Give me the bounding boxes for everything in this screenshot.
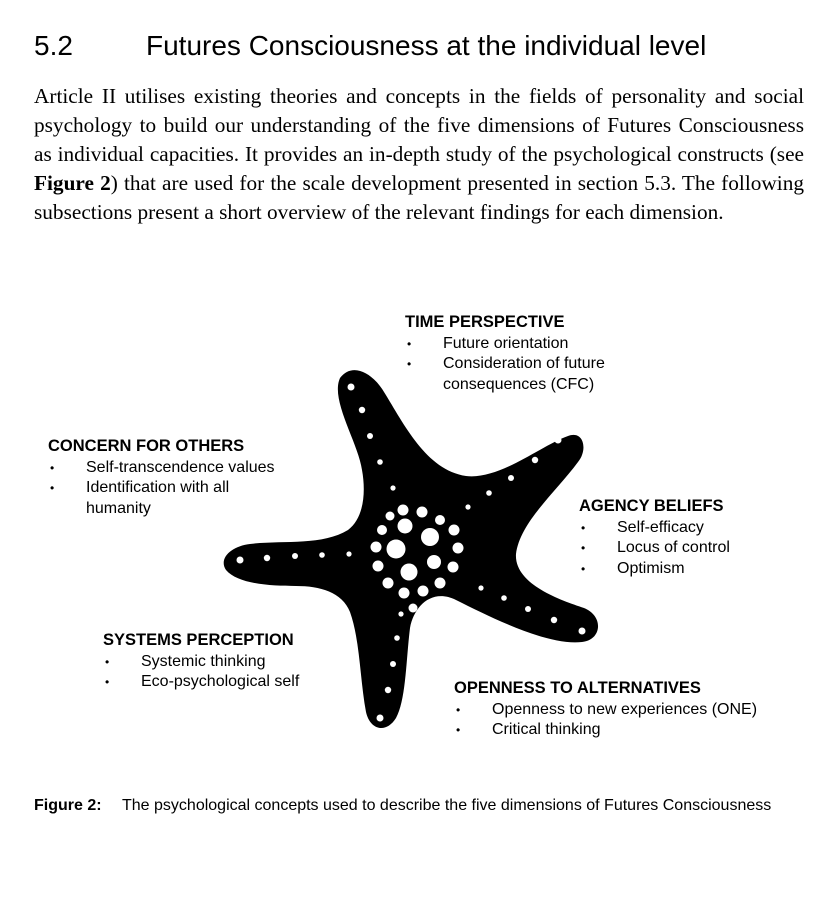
starfish-dot [377,459,383,465]
center-dot [448,562,459,573]
dimension-systems-perception [103,630,343,693]
dimension-item: • Locus of control [579,538,799,559]
starfish-dot [525,606,531,612]
dimension-time-perspective [405,312,665,395]
dimension-concern-for-others [48,436,318,519]
dimension-agency-beliefs [579,496,799,579]
starfish-dot [394,635,400,641]
paragraph-text-after: ) that are used for the scale development presented in section 5.3. The following subsections present a short overview of the relevant findings for each dimension. [34,171,804,224]
starfish-dot [237,557,244,564]
center-dot [386,512,395,521]
starfish-dot [385,687,391,693]
center-dot [398,519,413,534]
caption-label: Figure 2: [34,797,102,814]
center-dot [371,542,382,553]
dimension-title: TIME PERSPECTIVE [405,313,565,331]
dimension-title: AGENCY BELIEFS [579,497,724,515]
center-dot [387,540,406,559]
dimension-item: • Self-transcendence values [48,458,318,479]
dimension-item: • Identification with all humanity [48,478,256,519]
starfish-dot [486,490,492,496]
center-dot [373,561,384,572]
starfish-dot [348,384,355,391]
starfish-dot [367,433,373,439]
starfish-dot [319,552,325,558]
starfish-dot [359,407,365,413]
dimension-title: SYSTEMS PERCEPTION [103,631,294,649]
starfish-dot [390,661,396,667]
dimension-item: • Systemic thinking [103,652,343,673]
center-dot [399,588,410,599]
starfish-dot [579,628,586,635]
starfish-dot [555,437,562,444]
dimension-item: • Self-efficacy [579,518,799,539]
center-dot [435,578,446,589]
caption-text: The psychological concepts used to describe the five dimensions of Futures Consciousness [122,797,772,814]
starfish-dot [292,553,298,559]
dimension-title: OPENNESS TO ALTERNATIVES [454,679,701,697]
center-dot [435,515,445,525]
dimension-title: CONCERN FOR OTHERS [48,437,245,455]
center-dot [417,507,428,518]
starfish-dot [398,611,403,616]
center-dot [398,505,409,516]
dimension-item: • Eco-psychological self [103,672,343,693]
starfish-dot [390,485,395,490]
body-paragraph [34,82,804,227]
section-title: Futures Consciousness at the individual level [146,30,707,61]
section-number: 5.2 [34,30,73,61]
center-dot [383,578,394,589]
dimension-openness-to-alternatives [454,678,814,741]
figure-reference[interactable]: Figure 2 [34,171,111,195]
starfish-dot [532,457,538,463]
figure-2 [0,300,828,760]
dimension-item: • Critical thinking [454,720,814,741]
center-dot [377,525,387,535]
dimension-item: • Future orientation [405,334,665,355]
starfish-dot [501,595,507,601]
center-dot [449,525,460,536]
center-dot [401,564,418,581]
starfish-dot [465,504,470,509]
starfish-dot [551,617,557,623]
figure-caption [34,796,804,817]
dimension-item: • Optimism [579,559,799,580]
dimension-item: • Consideration of future consequences (CFC) [405,354,629,395]
center-dot [427,555,441,569]
center-dot [453,543,464,554]
starfish-dot [478,585,483,590]
center-dot [418,586,429,597]
starfish-dot [377,715,384,722]
paragraph-text-before: Article II utilises existing theories and concepts in the fields of personality and social psychology to build our understanding of the five dimensions of Futures Consciousness as individual capacities. It provides an in-depth study of the psychological constructs (see [34,84,804,166]
center-dot [409,604,418,613]
starfish-dot [346,551,351,556]
section-heading [34,28,814,64]
dimension-item: • Openness to new experiences (ONE) [454,700,814,721]
center-dot [421,528,439,546]
starfish-dot [264,555,270,561]
starfish-dot [508,475,514,481]
